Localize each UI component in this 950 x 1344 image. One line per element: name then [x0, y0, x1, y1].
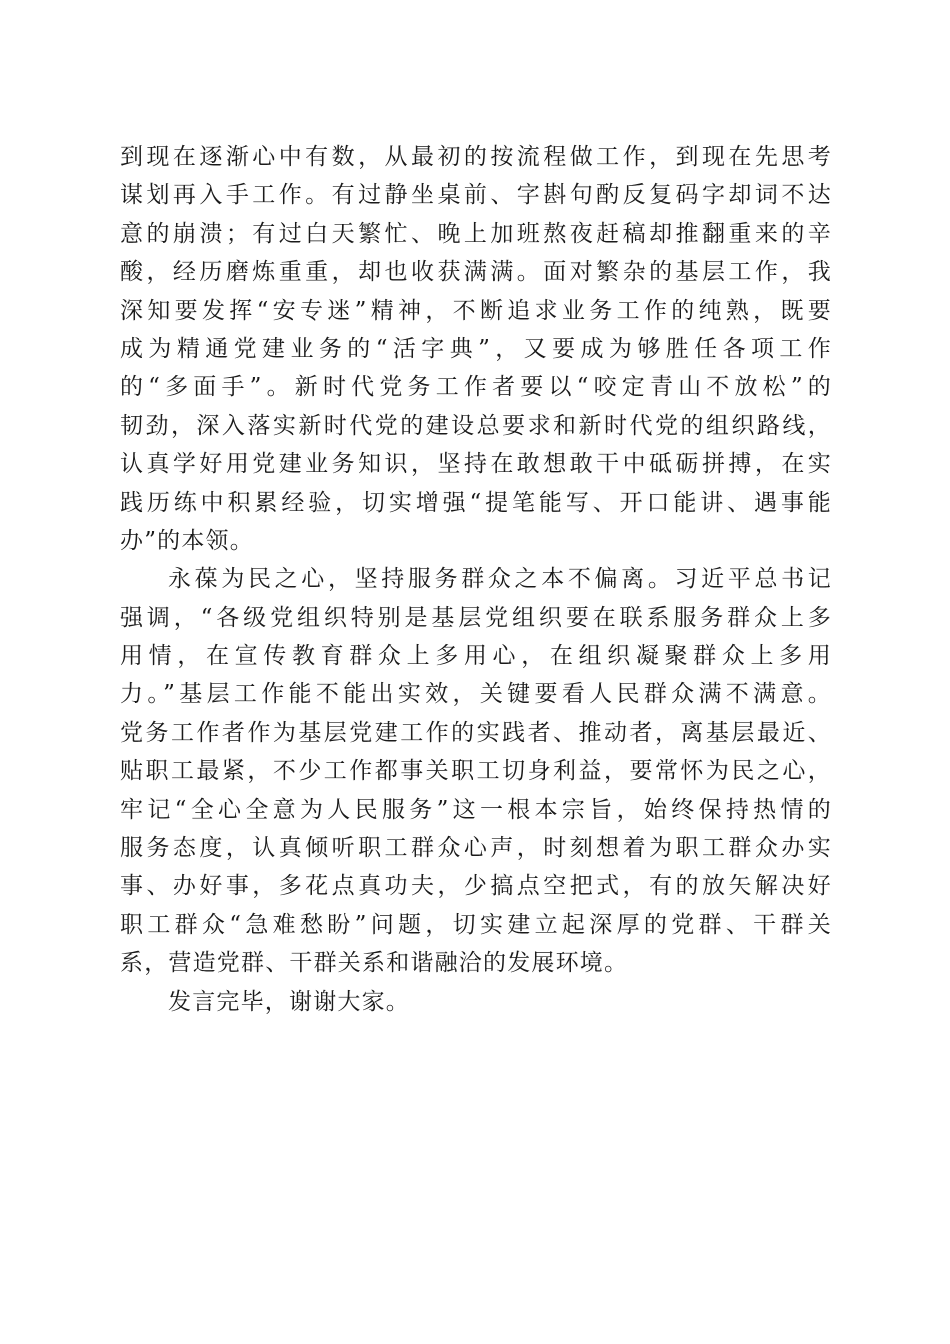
paragraph-2 — [120, 560, 832, 982]
document-body — [120, 138, 832, 1021]
text-line: 牢记“全心全意为人民服务”这一根本宗旨，始终保持热情的 — [120, 796, 832, 823]
text-line: 力。”基层工作能不能出实效，关键要看人民群众满不满意。 — [120, 681, 832, 708]
text-line: 深知要发挥“安专迷”精神，不断追求业务工作的纯熟，既要 — [120, 297, 832, 324]
text-line: 意的崩溃；有过白天繁忙、晚上加班熬夜赶稿却推翻重来的辛 — [120, 220, 832, 247]
text-line: 谋划再入手工作。有过静坐桌前、字斟句酌反复码字却词不达 — [120, 182, 832, 209]
text-line: 认真学好用党建业务知识，坚持在敢想敢干中砥砺拼搏，在实 — [120, 451, 832, 478]
text-line: 事、办好事，多花点真功夫，少搞点空把式，有的放矢解决好 — [120, 873, 832, 900]
text-line: 成为精通党建业务的“活字典”，又要成为够胜任各项工作 — [120, 335, 832, 362]
paragraph-1 — [120, 138, 832, 560]
text-line: 践历练中积累经验，切实增强“提笔能写、开口能讲、遇事能 — [120, 489, 832, 516]
text-line: 职工群众“急难愁盼”问题，切实建立起深厚的党群、干群关 — [120, 911, 832, 938]
text-line: 到现在逐渐心中有数，从最初的按流程做工作，到现在先思考 — [120, 144, 832, 170]
text-line: 服务态度，认真倾听职工群众心声，时刻想着为职工群众办实 — [120, 835, 832, 862]
text-line: 强调，“各级党组织特别是基层党组织要在联系服务群众上多 — [120, 604, 832, 631]
text-line: 党务工作者作为基层党建工作的实践者、推动者，离基层最近、 — [120, 719, 832, 746]
text-line: 办”的本领。 — [120, 527, 254, 554]
text-line: 永葆为民之心，坚持服务群众之本不偏离。习近平总书记 — [168, 566, 832, 593]
text-line: 韧劲，深入落实新时代党的建设总要求和新时代党的组织路线， — [120, 412, 832, 439]
paragraph-3 — [120, 983, 832, 1021]
closing-line: 发言完毕，谢谢大家。 — [168, 988, 410, 1015]
text-line: 贴职工最紧，不少工作都事关职工切身利益，要常怀为民之心， — [120, 758, 832, 785]
text-line: 的“多面手”。新时代党务工作者要以“咬定青山不放松”的 — [120, 374, 832, 401]
text-line: 用情，在宣传教育群众上多用心，在组织凝聚群众上多用 — [120, 643, 832, 670]
text-line: 酸，经历磨炼重重，却也收获满满。面对繁杂的基层工作，我 — [120, 259, 832, 286]
text-line: 系，营造党群、干群关系和谐融洽的发展环境。 — [120, 950, 629, 977]
